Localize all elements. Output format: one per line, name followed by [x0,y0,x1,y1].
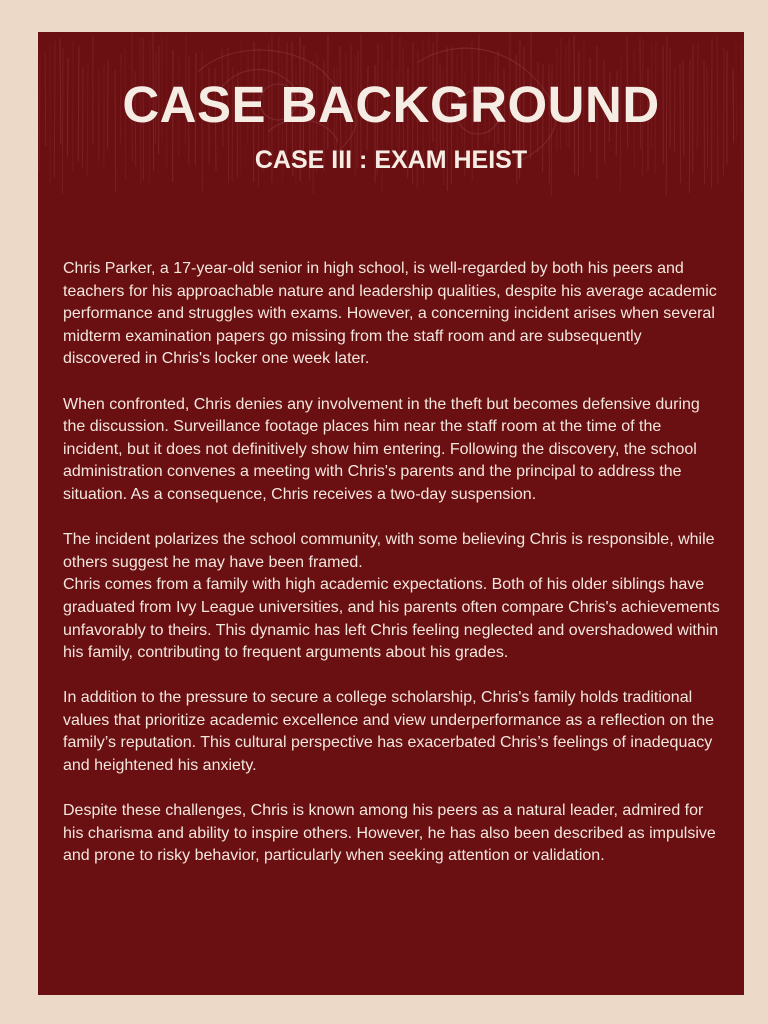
case-subtitle: CASE III : EXAM HEIST [254,146,528,174]
case-card [38,32,744,995]
page-title: CASE BACKGROUND [122,76,660,133]
paragraph-confrontation: When confronted, Chris denies any involvement in the theft but becomes defensive during the discussion. Surveillance footage places him near the staff room at the time of the incident, but it does not definitively show him entering. Following the discovery, the school administration convenes a meeting with Chris's parents and the principal to address the situation. As a consequence, Chris receives a two-day suspension. [63,395,700,503]
paragraph-community-reaction: The incident polarizes the school community, with some believing Chris is responsible, while others suggest he may have been framed. [63,531,715,571]
case-body [63,258,723,891]
paragraph-family-background: Chris comes from a family with high academic expectations. Both of his older siblings have graduated from Ivy League universities, and his parents often compare Chris's achievements unfavorably to theirs. This dynamic has left Chris feeling neglected and overshadowed within his family, contributing to frequent arguments about his grades. [63,576,720,662]
paragraph-introduction: Chris Parker, a 17-year-old senior in high school, is well-regarded by both his peers and teachers for his approachable nature and leadership qualities, despite his average academic performance and struggles with exams. However, a concerning incident arises when several midterm examination papers go missing from the staff room and are subsequently discovered in Chris's locker one week later. [63,260,717,368]
paragraph-cultural-pressure: In addition to the pressure to secure a college scholarship, Chris's family holds traditional values that prioritize academic excellence and view underperformance as a reflection on the family’s reputation. This cultural perspective has exacerbated Chris’s feelings of inadequacy and heightened his anxiety. [63,689,715,775]
paragraph-leadership-traits: Despite these challenges, Chris is known among his peers as a natural leader, admired for his charisma and ability to inspire others. However, he has also been described as impulsive and prone to risky behavior, particularly when seeking attention or validation. [63,802,716,865]
